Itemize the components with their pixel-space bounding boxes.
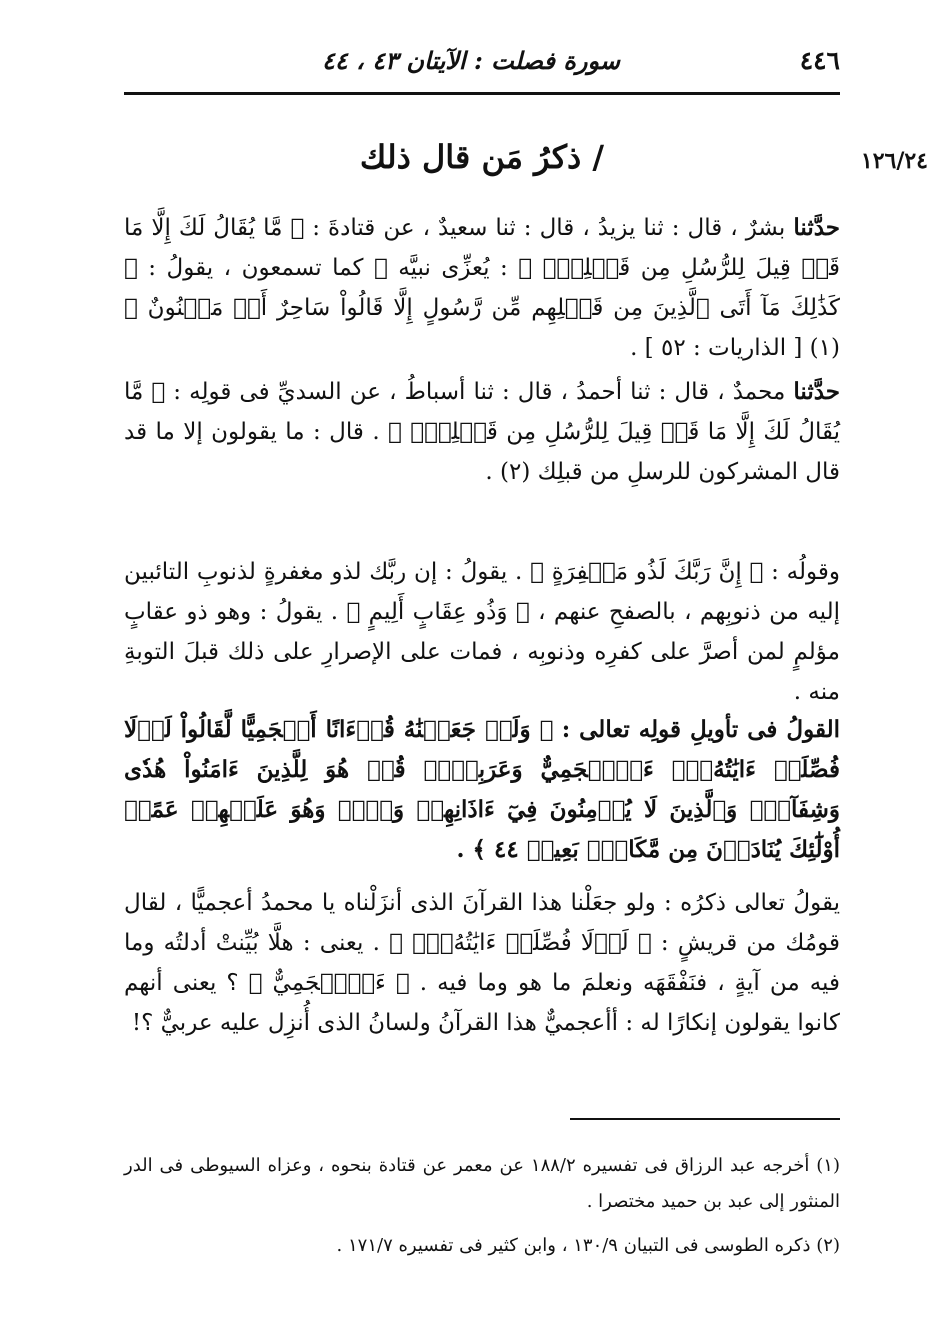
margin-reference: ١٢٦/٢٤: [860, 148, 928, 174]
footnote-1: (١) أخرجه عبد الرزاق فى تفسيره ١٨٨/٢ عن معمر عن قتادة بنحوه ، وعزاه السيوطى فى الدر المنثور إلى عبد بن حميد مختصرا .: [124, 1155, 840, 1212]
paragraph-lead: حدَّثنا: [793, 378, 841, 405]
paragraph-text: بشرٌ ، قال : ثنا يزيدُ ، قال : ثنا سعيدٌ ، عن قتادةَ : ﴿ مَّا يُقَالُ لَكَ إِلَّا مَا قَدۡ قِيلَ لِلرُّسُلِ مِن قَبۡلِكَۚ ﴾ : يُعزِّى نبيَّه ﷺ كما تسمعون ، يقولُ : ﴿ كَذَٰلِكَ مَآ أَتَى ٱلَّذِينَ مِن قَبۡلِهِم مِّن رَّسُولٍ إِلَّا قَالُواْ سَاحِرٌ أَوۡ مَجۡنُونٌ ﴾ (١) [ الذاريات : ٥٢ ] .: [124, 215, 840, 361]
paragraph-text: وقولُه : ﴿ إِنَّ رَبَّكَ لَذُو مَغۡفِرَةٍ ﴾ . يقولُ : إن ربَّك لذو مغفرةٍ لذنوبِ التائبين إليه من ذنوبِهم ، بالصفحِ عنهم ، ﴿ وَذُو عِقَابٍ أَلِيمٍ ﴾ . يقولُ : وهو ذو عقابٍ مؤلمٍ لمن أصرَّ على كفرِه وذنوبِه ، فمات على الإصرارِ على ذلك قبلَ التوبةِ منه .: [124, 559, 840, 705]
paragraph-1: [124, 208, 840, 368]
paragraph-text: يقولُ تعالى ذكرُه : ولو جعَلْنا هذا القرآنَ الذى أنزَلْناه يا محمدُ أعجميًّا ، لقال قومُك من قريشٍ : ﴿ لَوۡلَا فُصِّلَتۡ ءَايَٰتُهُۥٓۖ ﴾ . يعنى : هلَّا بُيِّنتْ أدلتُه وما فيه من آيةٍ ، فنَفْقَهَه ونعلمَ ما هو وما فيه . ﴿ ءَا۬عۡجَمِيٌّ ﴾ ؟ يعنى أنهم كانوا يقولون إنكارًا له : أأعجميٌّ هذا القرآنُ ولسانُ الذى أُنزِل عليه عربيٌّ ؟!: [124, 890, 840, 1036]
paragraph-text: محمدٌ ، قال : ثنا أحمدُ ، قال : ثنا أسباطُ ، عن السديِّ فى قولِه : ﴿ مَّا يُقَالُ لَكَ إِلَّا مَا قَدۡ قِيلَ لِلرُّسُلِ مِن قَبۡلِكَۚ ﴾ . قال : ما يقولون إلا ما قد قال المشركون للرسلِ من قبلِك (٢) .: [124, 379, 840, 485]
section-heading: / ذكرُ مَن قال ذلك: [359, 138, 605, 176]
paragraph-5: [124, 883, 840, 1043]
paragraph-lead: حدَّثنا: [793, 214, 841, 241]
page-number: ٤٤٦: [799, 46, 840, 75]
paragraph-4: [124, 710, 840, 870]
footnote-2: (٢) ذكره الطوسى فى التبيان ١٣٠/٩ ، وابن كثير فى تفسيره ١٧١/٧ .: [336, 1235, 840, 1256]
paragraph-3: [124, 552, 840, 712]
header-rule: [124, 92, 840, 95]
paragraph-text: ﴿ وَلَوۡ جَعَلۡنَٰهُ قُرۡءَانًا أَعۡجَمِيًّا لَّقَالُواْ لَوۡلَا فُصِّلَتۡ ءَايَٰتُهُۥٓۖ ءَا۬عۡجَمِيٌّ وَعَرَبِيٌّۗ قُلۡ هُوَ لِلَّذِينَ ءَامَنُواْ هُدٗى وَشِفَآءٞۚ وَٱلَّذِينَ لَا يُؤۡمِنُونَ فِيٓ ءَاذَانِهِمۡ وَقۡرٞ وَهُوَ عَلَيۡهِمۡ عَمًىۚ أُوْلَٰٓئِكَ يُنَادَوۡنَ مِن مَّكَانِۭ بَعِيدٖ ٤٤ ﴾ .: [124, 716, 840, 863]
paragraph-lead: القولُ فى تأويلِ قولِه تعالى :: [561, 716, 840, 743]
running-title: سورة فصلت : الآيتان ٤٣ ، ٤٤: [322, 46, 620, 75]
paragraph-2: [124, 372, 840, 492]
footnote-rule: [570, 1118, 840, 1120]
